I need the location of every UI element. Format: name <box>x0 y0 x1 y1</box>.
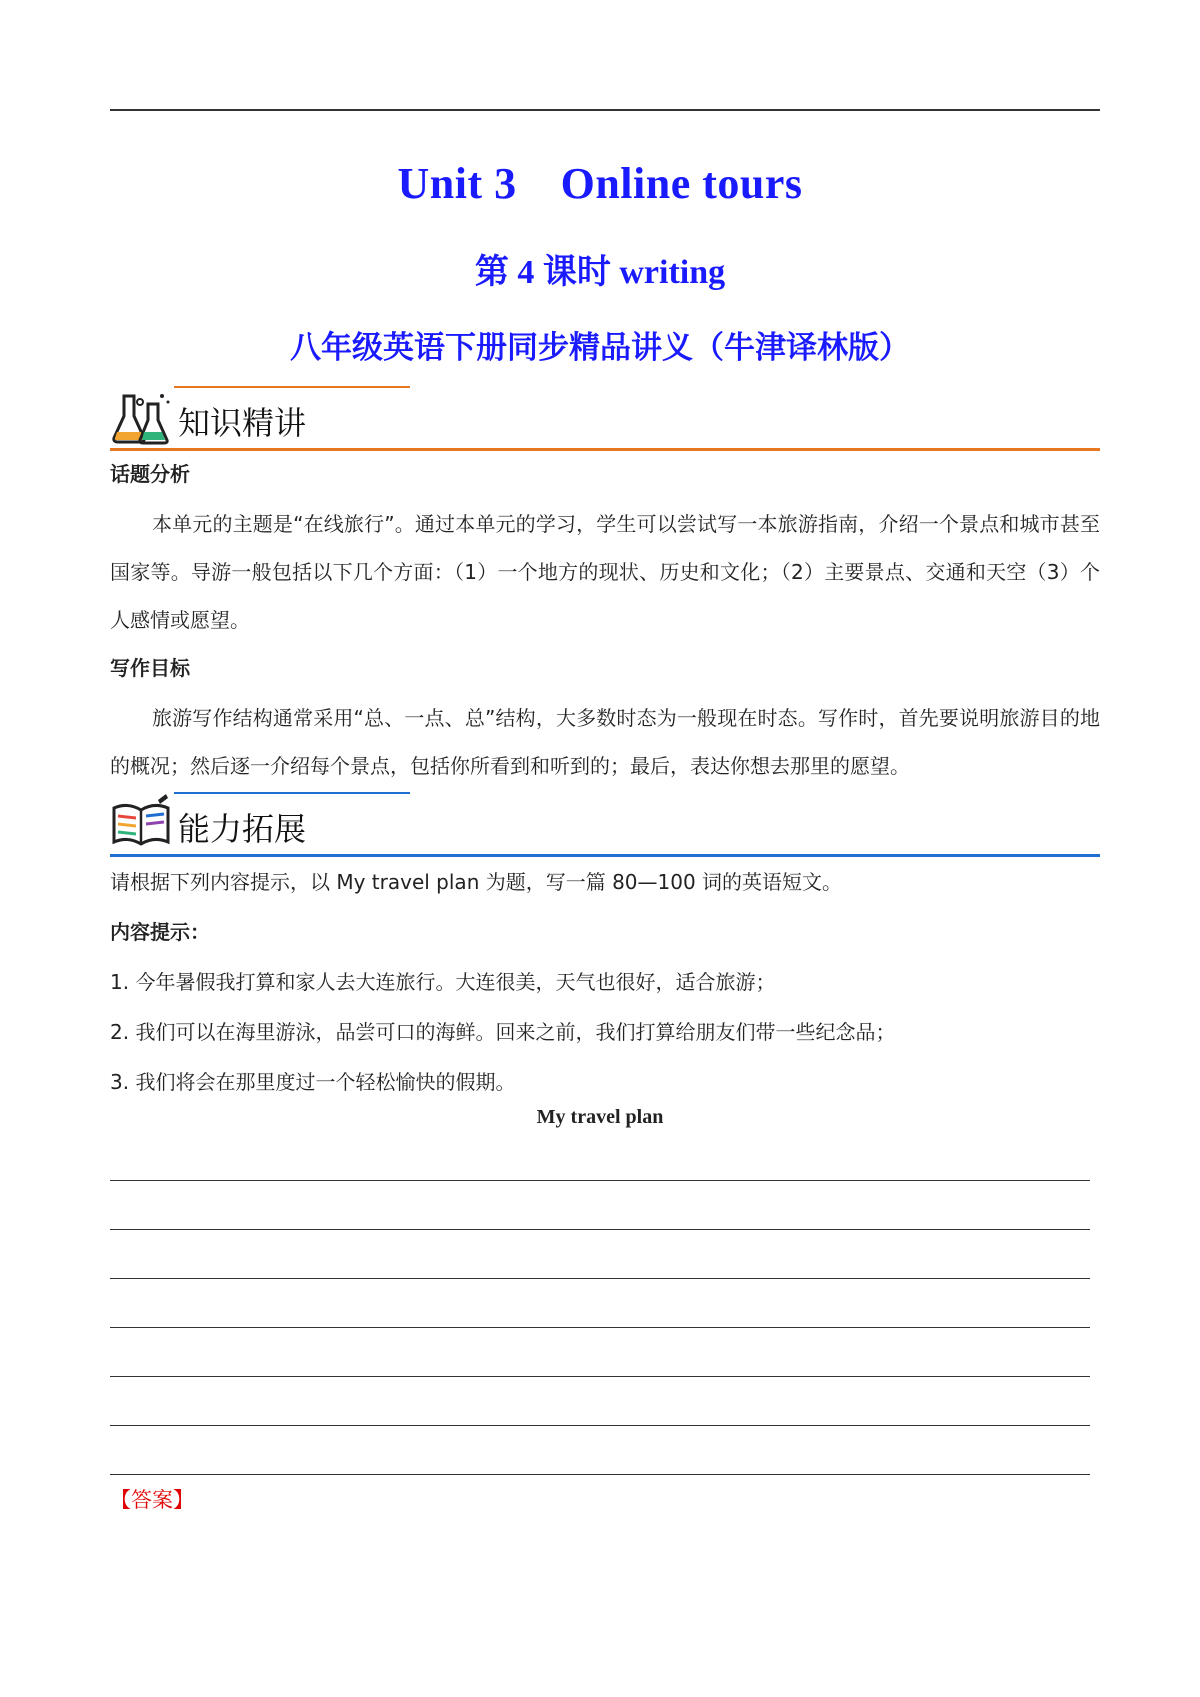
answer-label: 【答案】 <box>110 1488 194 1512</box>
writing-line[interactable] <box>110 1376 1090 1377</box>
section-practice-header <box>110 792 1100 854</box>
topic-analysis-text: 本单元的主题是“在线旅行”。通过本单元的学习，学生可以尝试写一本旅游指南，介绍一个景点和城市甚至国家等。导游一般包括以下几个方面：（1）一个地方的现状、历史和文化；（2）主要景点、交通和天空（3）个人感情或愿望。 <box>110 512 1100 632</box>
hints-label: 内容提示： <box>110 920 210 944</box>
writing-line[interactable] <box>110 1229 1090 1230</box>
open-book-icon <box>110 792 172 852</box>
section-knowledge-header <box>110 386 1100 448</box>
writing-line[interactable] <box>110 1278 1090 1279</box>
writing-goal-label: 写作目标 <box>110 656 190 680</box>
hint-item: 3. 我们将会在那里度过一个轻松愉快的假期。 <box>110 1070 516 1094</box>
section-short-rule <box>174 792 410 794</box>
practice-instruction: 请根据下列内容提示，以 My travel plan 为题，写一篇 80—100 词的英语短文。 <box>110 870 843 894</box>
title-topic: Online tours <box>560 159 803 208</box>
writing-line[interactable] <box>110 1327 1090 1328</box>
hint-item: 1. 今年暑假我打算和家人去大连旅行。大连很美，天气也很好，适合旅游； <box>110 970 776 994</box>
section-short-rule <box>174 386 410 388</box>
section-long-rule <box>110 854 1100 857</box>
section-knowledge-heading: 知识精讲 <box>178 404 307 442</box>
writing-line[interactable] <box>110 1180 1090 1181</box>
writing-line[interactable] <box>110 1425 1090 1426</box>
page-title <box>0 158 1200 209</box>
essay-title: My travel plan <box>536 1106 664 1128</box>
lesson-title: 第 4 课时 writing <box>474 254 726 291</box>
writing-goal-text: 旅游写作结构通常采用“总、一点、总”结构，大多数时态为一般现在时态。写作时，首先要说明旅游目的地的概况；然后逐一介绍每个景点，包括你所看到和听到的；最后，表达你想去那里的愿望。 <box>110 706 1100 778</box>
title-unit: Unit 3 <box>397 159 517 208</box>
header-rule <box>110 109 1100 111</box>
topic-analysis-label: 话题分析 <box>110 462 190 486</box>
section-practice-heading: 能力拓展 <box>178 810 307 848</box>
writing-line[interactable] <box>110 1474 1090 1475</box>
chemistry-flask-icon <box>110 386 172 446</box>
series-title: 八年级英语下册同步精品讲义（牛津译林版） <box>290 330 910 365</box>
hint-item: 2. 我们可以在海里游泳，品尝可口的海鲜。回来之前，我们打算给朋友们带一些纪念品； <box>110 1020 896 1044</box>
